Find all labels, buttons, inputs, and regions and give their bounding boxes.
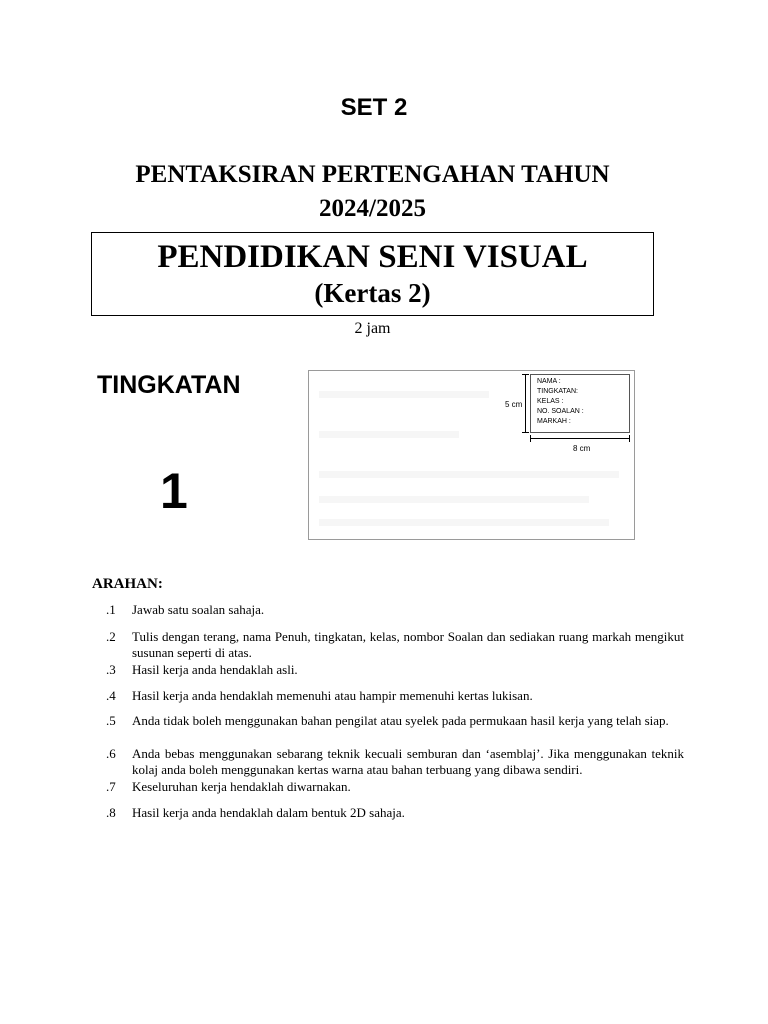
height-dimension-line: [525, 374, 526, 433]
faint-background-line: [319, 391, 489, 398]
instruction-text: Hasil kerja anda hendaklah asli.: [132, 662, 298, 677]
instruction-text: Tulis dengan terang, nama Penuh, tingkatan, kelas, nombor Soalan dan sediakan ruang markah mengikut susunan seperti di atas.: [132, 629, 684, 660]
instruction-item-7: [106, 779, 684, 795]
label-layout-diagram: [308, 370, 635, 540]
name-label-box: [530, 374, 630, 433]
instruction-item-2: [106, 629, 684, 661]
instruction-number: .4: [106, 688, 116, 703]
faint-background-line: [319, 519, 609, 526]
form-number: 1: [160, 463, 188, 519]
instruction-text: Hasil kerja anda hendaklah memenuhi atau hampir memenuhi kertas lukisan.: [132, 688, 533, 703]
instruction-number: .2: [106, 629, 116, 644]
set-label: SET 2: [340, 94, 408, 121]
instruction-number: .3: [106, 662, 116, 677]
form-label: TINGKATAN: [97, 371, 241, 399]
subject-box: [91, 232, 654, 316]
instruction-item-6: [106, 746, 684, 778]
instruction-text: Jawab satu soalan sahaja.: [132, 602, 265, 617]
label-field-question-no: NO. SOALAN :: [537, 408, 584, 415]
exam-title-line1: PENTAKSIRAN PERTENGAHAN TAHUN: [135, 161, 610, 188]
height-dimension-label: 5 cm: [505, 400, 523, 409]
instruction-item-3: [106, 662, 684, 678]
width-dimension-line: [530, 438, 630, 439]
label-field-marks: MARKAH :: [537, 418, 571, 425]
instruction-number: .7: [106, 779, 116, 794]
exam-title-year: 2024/2025: [319, 195, 426, 222]
instruction-text: Anda bebas menggunakan sebarang teknik kecuali semburan dan ‘asemblaj’. Jika menggunakan teknik kolaj anda boleh menggunakan kertas warna atau bahan terbuang yang dibawa sendiri.: [132, 746, 684, 777]
exam-title: [0, 158, 745, 226]
label-field-name: NAMA :: [537, 378, 561, 385]
width-dimension-label: 8 cm: [573, 444, 591, 453]
instruction-text: Hasil kerja anda hendaklah dalam bentuk 2D sahaja.: [132, 805, 405, 820]
subject-name: PENDIDIKAN SENI VISUAL: [157, 239, 588, 275]
label-field-class: KELAS :: [537, 398, 564, 405]
subject-paper: (Kertas 2): [314, 278, 431, 308]
faint-background-line: [319, 431, 459, 438]
instruction-text: Keseluruhan kerja hendaklah diwarnakan.: [132, 779, 351, 794]
instructions-heading: ARAHAN:: [92, 576, 163, 592]
faint-background-line: [319, 496, 589, 503]
faint-background-line: [319, 471, 619, 478]
label-field-form: TINGKATAN:: [537, 388, 578, 395]
instruction-number: .8: [106, 805, 116, 820]
instruction-text: Anda tidak boleh menggunakan bahan pengilat atau syelek pada permukaan hasil kerja yang telah siap.: [132, 713, 669, 728]
exam-duration: 2 jam: [354, 320, 391, 337]
instruction-item-1: [106, 602, 684, 618]
instruction-item-4: [106, 688, 684, 704]
instruction-item-5: [106, 713, 684, 729]
instruction-item-8: [106, 805, 684, 821]
instruction-number: .6: [106, 746, 116, 761]
instruction-number: .1: [106, 602, 116, 617]
instruction-number: .5: [106, 713, 116, 728]
